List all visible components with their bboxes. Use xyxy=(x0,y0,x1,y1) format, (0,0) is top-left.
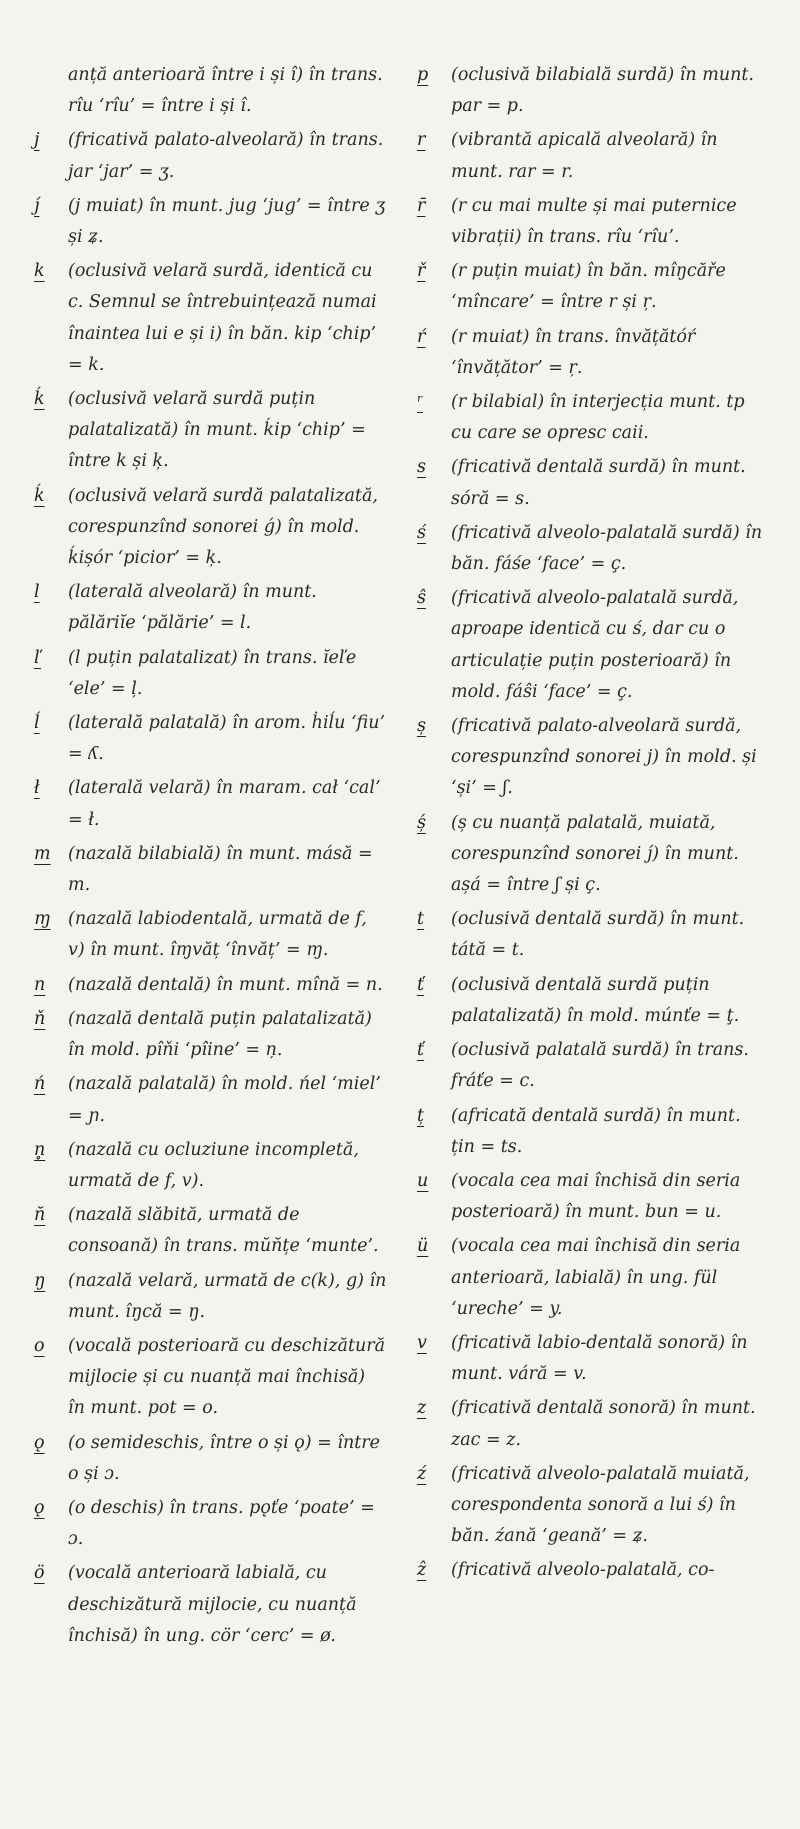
entry-symbol: u xyxy=(417,1170,429,1191)
glossary-entry xyxy=(30,1069,387,1131)
entry-symbol: ĺ xyxy=(34,713,40,734)
glossary-entry xyxy=(30,643,387,705)
entry-symbol: r̄ xyxy=(417,195,426,216)
entry-description: (vocală anterioară labială, cu deschizătură mijlocie, cu nuanță închisă) în ung. cör ‘cerc’ = ø. xyxy=(68,1563,357,1646)
entry-symbol: ř xyxy=(417,261,426,282)
glossary-entry xyxy=(30,1428,387,1490)
entry-description: (nazală dentală) în munt. mînă = n. xyxy=(68,974,383,995)
glossary-entry xyxy=(413,1231,770,1325)
entry-symbol: j xyxy=(34,130,40,151)
entry-symbol: ḱ xyxy=(34,485,45,506)
entry-description: (r cu mai multe și mai puternice vibrații) în trans. rîu ‘rîu’. xyxy=(451,195,737,248)
entry-description: (ș cu nuanță palatală, muiată, corespunzînd sonorei j́) în munt. așá = între ʃ și ç. xyxy=(451,812,739,896)
entry-description: (nazală palatală) în mold. ńel ‘miel’ = ɲ. xyxy=(68,1074,381,1126)
glossary-entry xyxy=(413,322,770,384)
entry-description: (oclusivă dentală surdă) în munt. tátă = t. xyxy=(451,909,745,961)
entry-symbol: ẑ xyxy=(417,1560,427,1581)
entry-symbol: ń xyxy=(34,1074,46,1095)
glossary-entry xyxy=(413,1459,770,1553)
glossary-entry xyxy=(413,583,770,708)
entry-description: (vocală posterioară cu deschizătură mijlocie și cu nuanță mai închisă) în munt. pot = o. xyxy=(68,1335,386,1419)
entry-description: (oclusivă velară surdă palatalizată, corespunzînd sonorei ǵ) în mold. ḱișór ‘picior’ = ķ. xyxy=(68,485,378,569)
glossary-entry xyxy=(413,1166,770,1228)
glossary-entry xyxy=(413,1393,770,1455)
entry-description: (laterală palatală) în arom. ḣiĺu ‘fiu’ = ʎ. xyxy=(68,713,386,765)
entry-symbol: ḱ xyxy=(34,389,45,410)
entry-symbol: o xyxy=(34,1335,45,1356)
glossary-entry xyxy=(30,1493,387,1555)
entry-description: (nazală bilabială) în munt. másă = m. xyxy=(68,843,373,896)
entry-description: (fricativă labio-dentală sonoră) în munt. váră = v. xyxy=(451,1332,748,1385)
entry-symbol: ʳ xyxy=(417,392,424,413)
entry-description: (l puțin palatalizat) în trans. ĭeľe ‘ele’ = ļ. xyxy=(68,647,357,699)
entry-description: (vibrantă apicală alveolară) în munt. rar = r. xyxy=(451,130,718,182)
glossary-entry xyxy=(30,256,387,381)
entry-description: (o deschis) în trans. pǫťe ‘poate’ = ɔ. xyxy=(68,1497,375,1550)
entry-symbol: ź xyxy=(417,1463,427,1484)
glossary-entry xyxy=(30,1558,387,1652)
entry-symbol: v xyxy=(417,1332,427,1353)
entry-description: (nazală dentală puțin palatalizată) în mold. pîňi ‘pîine’ = ņ. xyxy=(68,1008,372,1061)
entry-description: (fricativă alveolo-palatală surdă) în băn. fáśe ‘face’ = ç. xyxy=(451,522,763,575)
entry-symbol: ș xyxy=(417,716,426,737)
entry-symbol: ŋ xyxy=(34,1270,46,1291)
entry-description: (j muiat) în munt. jug ‘jug’ = între ʒ și ʑ. xyxy=(68,195,386,248)
entry-description: (oclusivă bilabială surdă) în munt. par = p. xyxy=(451,65,754,117)
glossary-entry xyxy=(413,1035,770,1097)
glossary-entry xyxy=(30,384,387,478)
entry-symbol: ŕ xyxy=(417,326,426,347)
entry-symbol: n̥ xyxy=(34,1139,46,1160)
entry-description: (laterală velară) în maram. cał ‘cal’ = ł. xyxy=(68,778,381,830)
glossary-entry xyxy=(30,191,387,253)
entry-description: (laterală alveolară) în munt. pălăriĭe ‘pălărie’ = l. xyxy=(68,582,317,634)
glossary-entry xyxy=(30,125,387,187)
entry-symbol: ŝ xyxy=(417,588,426,609)
entry-description: (africată dentală surdă) în munt. țin = ts. xyxy=(451,1105,741,1157)
glossary-entry xyxy=(413,711,770,805)
entry-symbol: m xyxy=(34,843,51,864)
glossary-entry xyxy=(413,452,770,514)
entry-description: (fricativă alveolo-palatală muiată, corespondenta sonoră a lui ś) în băn. źană ‘geană’ = ʑ. xyxy=(451,1463,750,1547)
glossary-entry xyxy=(30,481,387,575)
entry-symbol: n xyxy=(34,974,46,995)
entry-description: (oclusivă palatală surdă) în trans. fráťe = c. xyxy=(451,1040,749,1092)
entry-symbol: ť xyxy=(417,974,425,995)
glossary-entry xyxy=(413,808,770,902)
entry-description: (nazală labiodentală, urmată de f, v) în munt. îɱvăț ‘învăț’ = ɱ. xyxy=(68,909,367,961)
entry-description: (oclusivă velară surdă puțin palatalizată) în munt. ḱip ‘chip’ = între k și ķ. xyxy=(68,389,366,472)
glossary-entry xyxy=(30,1331,387,1425)
entry-description: (fricativă palato-alveolară) în trans. jar ‘jar’ = ʒ. xyxy=(68,130,384,182)
glossary-entry xyxy=(413,256,770,318)
glossary-entry xyxy=(413,387,770,449)
glossary-entry xyxy=(413,970,770,1032)
entry-symbol: ü xyxy=(417,1236,429,1257)
glossary-entry xyxy=(413,904,770,966)
entry-description: (fricativă alveolo-palatală, co- xyxy=(451,1560,715,1581)
glossary-entry xyxy=(30,1135,387,1197)
entry-description: (fricativă dentală sonoră) în munt. zac = z. xyxy=(451,1398,756,1450)
entry-description: (oclusivă velară surdă, identică cu c. Semnul se întrebuințează numai înaintea lui e și i) în băn. kip ‘chip’ = k. xyxy=(68,261,377,375)
glossary-entry xyxy=(30,970,387,1001)
entry-symbol: s xyxy=(417,457,426,478)
entry-description: (nazală velară, urmată de c(k), g) în munt. îŋcă = ŋ. xyxy=(68,1270,387,1322)
entry-description: (vocala cea mai închisă din seria anterioară, labială) în ung. fül ‘ureche’ = y. xyxy=(451,1236,741,1319)
entry-symbol: p xyxy=(417,65,429,85)
continuation-text: anță anterioară între i și î) în trans. rîu ‘rîu’ = între i și î. xyxy=(68,65,383,117)
right-column xyxy=(413,60,770,1655)
entry-description: (fricativă alveolo-palatală surdă, aproape identică cu ś, dar cu o articulație puțin posterioară) în mold. fáŝi ‘face’ = ç. xyxy=(451,588,739,702)
glossary-entry xyxy=(30,839,387,901)
entry-symbol: l xyxy=(34,582,40,603)
entry-description: (fricativă palato-alveolară surdă, corespunzînd sonorei j) în mold. și ‘și’ = ʃ. xyxy=(451,716,757,799)
entry-description: (r bilabial) în interjecția munt. tp cu care se opresc caii. xyxy=(451,392,745,444)
entry-symbol: z xyxy=(417,1398,427,1419)
glossary-entry xyxy=(30,708,387,770)
left-column xyxy=(30,60,387,1655)
glossary-entry xyxy=(30,773,387,835)
glossary-entry xyxy=(30,1266,387,1328)
glossary-entry xyxy=(413,125,770,187)
entry-symbol: ɱ xyxy=(34,909,51,930)
glossary-entry xyxy=(30,577,387,639)
entry-description: (vocala cea mai închisă din seria posterioară) în munt. bun = u. xyxy=(451,1170,741,1223)
glossary-entry xyxy=(413,1328,770,1390)
entry-symbol: ľ xyxy=(34,647,42,668)
glossary-entry xyxy=(413,1555,770,1586)
entry-description: (r muiat) în trans. învățătóŕ ‘învățător’ = ŗ. xyxy=(451,326,696,378)
entry-symbol: k xyxy=(34,261,45,282)
entry-description: (fricativă dentală surdă) în munt. sóră = s. xyxy=(451,457,746,509)
glossary-entry xyxy=(30,1004,387,1066)
glossary-entry xyxy=(413,1101,770,1163)
entry-symbol: ť xyxy=(417,1040,425,1061)
entry-description: (r puțin muiat) în băn. mîŋcăře ‘mîncare’ = între r și ŗ. xyxy=(451,261,726,313)
entry-symbol: ö xyxy=(34,1563,45,1584)
entry-description: (oclusivă dentală surdă puțin palatalizată) în mold. múnťe = ţ. xyxy=(451,974,740,1026)
entry-symbol: ǫ xyxy=(34,1432,45,1453)
entry-symbol: t xyxy=(417,909,425,930)
glossary-entry xyxy=(30,1200,387,1262)
entry-symbol: ș́ xyxy=(417,812,426,833)
entry-description: (nazală slăbită, urmată de consoană) în trans. mŭn̆țe ‘munte’. xyxy=(68,1205,379,1257)
two-column-layout xyxy=(30,60,770,1655)
entry-symbol: ś xyxy=(417,522,426,543)
entry-description: (nazală cu ocluziune incompletă, urmată de f, v). xyxy=(68,1139,359,1191)
glossary-entry xyxy=(413,518,770,580)
glossary-entry xyxy=(413,60,770,122)
entry-symbol: j́ xyxy=(34,195,40,216)
glossary-entry xyxy=(413,191,770,253)
entry-symbol: r xyxy=(417,130,426,151)
entry-symbol: ň xyxy=(34,1008,46,1029)
glossary-entry xyxy=(30,904,387,966)
entry-symbol: ǫ xyxy=(34,1497,45,1518)
entry-symbol: n̆ xyxy=(34,1205,46,1226)
entry-symbol: ț xyxy=(417,1105,425,1126)
entry-symbol: ł xyxy=(34,778,40,799)
entry-description: (o semideschis, între o și ǫ) = între o și ɔ. xyxy=(68,1432,380,1484)
